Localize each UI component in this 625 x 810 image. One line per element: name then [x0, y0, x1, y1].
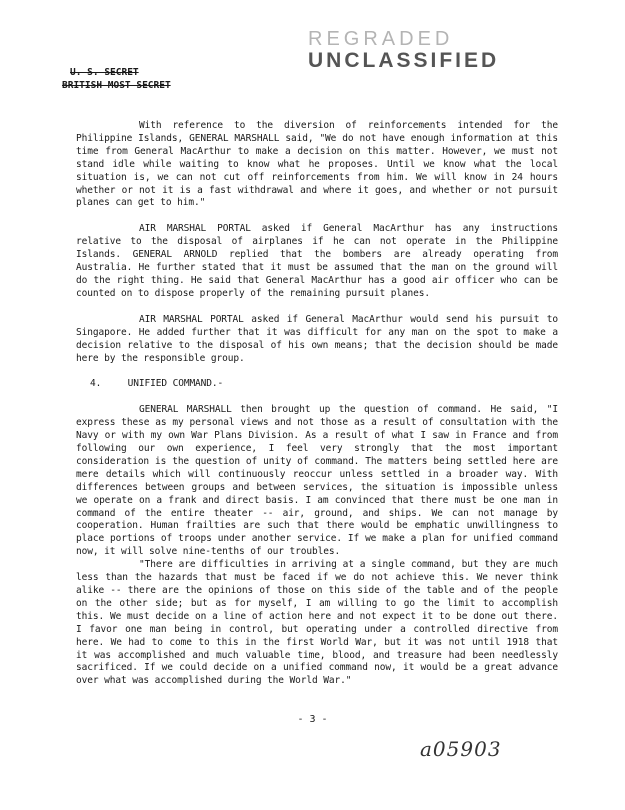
- section-title: UNIFIED COMMAND.-: [127, 378, 224, 390]
- regraded-unclassified-stamp: [308, 28, 500, 72]
- section-number: 4.: [90, 378, 102, 390]
- paragraph-marshall-command: GENERAL MARSHALL then brought up the question of command. He said, "I express these as my personal views and not those as a result of consultation with the Navy or with my own War Plans Division. As a result of what I saw in France and from following our own experience, I feel very strongly that the most important consideration is the question of unity of command. The matters being settled here are mere details which will continuously reoccur unless settled in a broader way. With differences between groups and between services, the situation is impossible unless we operate on a frank and direct basis. I am convinced that there must be one man in command of the entire theater -- air, ground, and ships. We can not manage by cooperation. Human frailties are such that there would be emphatic unwillingness to place portions of troops under another service. If we make a plan for unified command now, it will solve nine-tenths of our troubles.: [76, 404, 558, 558]
- classification-us-secret: U. S. SECRET: [70, 67, 139, 78]
- handwritten-document-number: a05903: [420, 737, 502, 761]
- section-heading: [90, 378, 558, 391]
- stamp-line-2: UNCLASSIFIED: [308, 49, 500, 72]
- page-number: - 3 -: [297, 714, 328, 725]
- classification-british-most-secret: BRITISH MOST SECRET: [62, 80, 171, 91]
- document-body: [76, 120, 558, 701]
- classification-marking: [62, 66, 171, 92]
- paragraph-portal-singapore: AIR MARSHAL PORTAL asked if General MacArthur would send his pursuit to Singapore. He added further that it was difficult for any man on the spot to make a decision relative to the disposal of his own means; that the decision should be made here by the responsible group.: [76, 313, 558, 364]
- paragraph-marshall-difficulties: "There are difficulties in arriving at a single command, but they are much less than the hazards that must be faced if we do not achieve this. We never think alike -- there are the opinions of those on this side of the table and of the people on the other side; but as for myself, I am willing to go the limit to accomplish this. We must decide on a line of action here and not expect it to be done out there. I favor one man being in control, but operating under a controlled directive from here. We had to come to this in the first World War, but it was not until 1918 that it was accomplished and much valuable time, blood, and treasure had been needlessly sacrificed. If we could decide on a unified command now, it would be a great advance over what was accomplished during the World War.": [76, 559, 558, 687]
- paragraph-diversion-reinforcements: With reference to the diversion of reinforcements intended for the Philippine Islands, GENERAL MARSHALL said, "We do not have enough information at this time from General MacArthur to make a decision on this matter. However, we must not stand idle while waiting to know what he proposes. Until we know what the local situation is, we can not cut off reinforcements from him. We will know in 24 hours whether or not it is a fast withdrawal and where it goes, and whether or not pursuit planes can get to him.": [76, 120, 558, 209]
- stamp-line-1: REGRADED: [308, 28, 454, 50]
- paragraph-portal-airplanes: AIR MARSHAL PORTAL asked if General MacArthur has any instructions relative to the disposal of airplanes if he can not operate in the Philippine Islands. GENERAL ARNOLD replied that the bombers are already operating from Australia. He further stated that it must be assumed that the man on the ground will do the right thing. He said that General MacArthur has a good air officer who can be counted on to dispose properly of the remaining pursuit planes.: [76, 223, 558, 299]
